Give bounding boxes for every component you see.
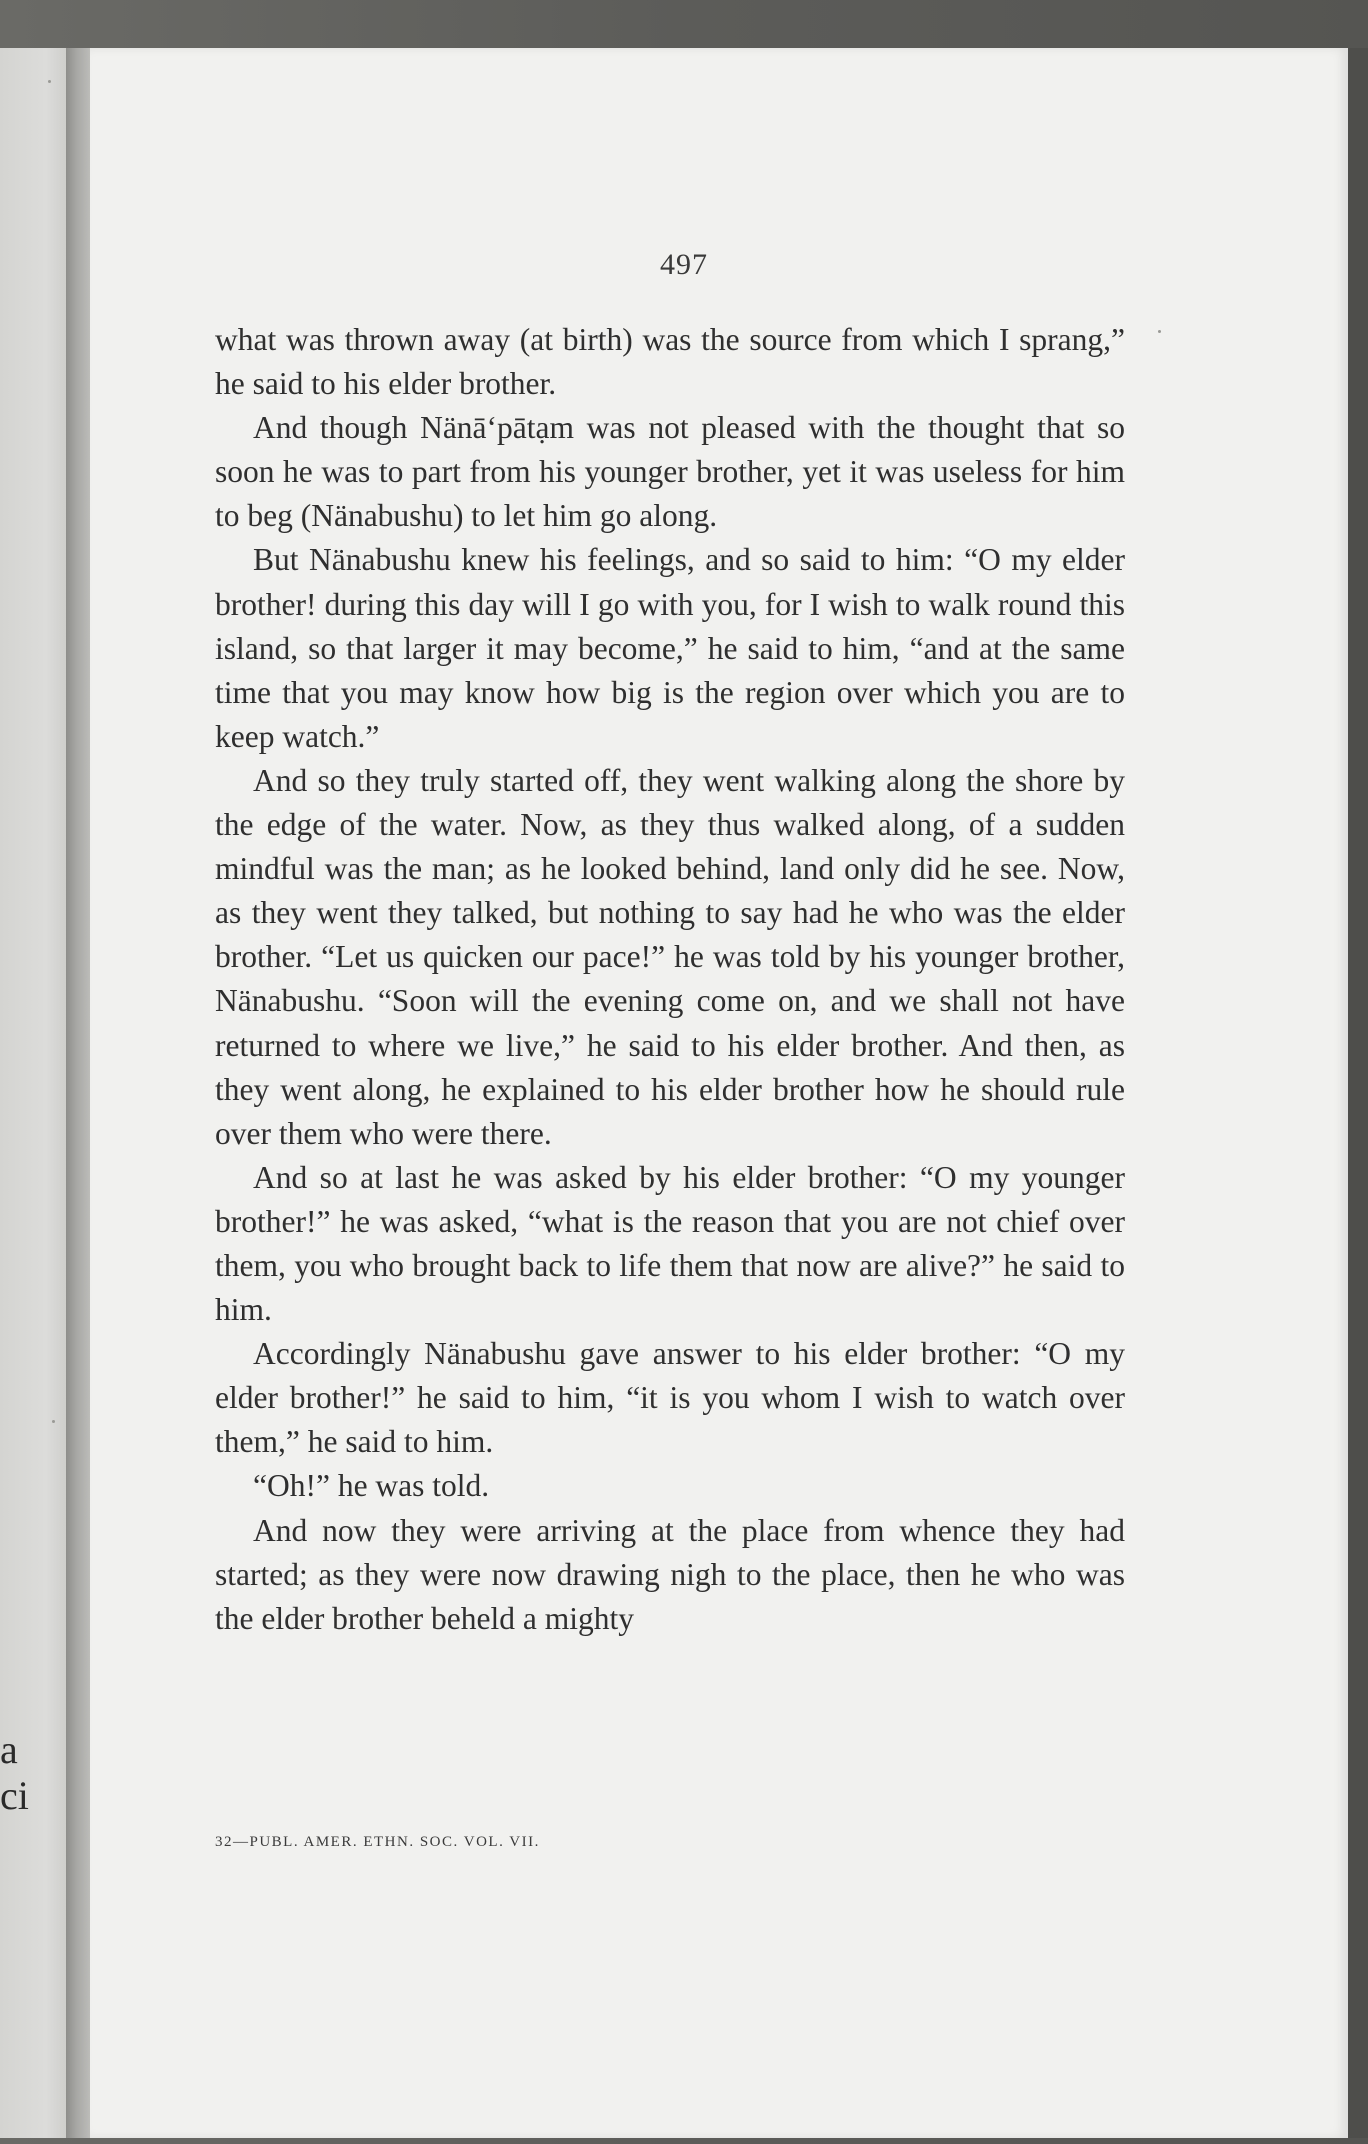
scan-speck: [52, 1420, 55, 1423]
previous-page-fragment: a: [0, 1727, 18, 1772]
body-text: [215, 318, 1125, 1641]
book-spine: [66, 48, 90, 2138]
scan-speck: [48, 80, 51, 83]
scan-speck: [1158, 330, 1161, 333]
page-edge-shadow: [1348, 48, 1368, 2138]
previous-page-fragment: ci: [0, 1773, 29, 1818]
paragraph: And so at last he was asked by his elder brother: “O my younger brother!” he was asked, “what is the reason that you are not chief over them, you who brought back to life them that now are alive?” he said to him.: [215, 1159, 1125, 1328]
paragraph: Accordingly Nänabushu gave answer to his elder brother: “O my elder brother!” he said to him, “it is you whom I wish to watch over them,” he said to him.: [215, 1336, 1125, 1460]
page-number: 497: [660, 248, 708, 281]
paragraph: And now they were arriving at the place from whence they had started; as they were now drawing nigh to the place, then he who was the elder brother beheld a mighty: [215, 1512, 1125, 1636]
previous-page-edge: [0, 48, 66, 2138]
signature-mark: 32—PUBL. AMER. ETHN. SOC. VOL. VII.: [215, 1834, 540, 1850]
paragraph: what was thrown away (at birth) was the source from which I sprang,” he said to his elder brother.: [215, 322, 1125, 402]
paragraph: And so they truly started off, they went walking along the shore by the edge of the water. Now, as they thus walked along, of a sudden mindful was the man; as he looked behind, land only did he see. Now, as they went they talked, but nothing to say had he who was the elder brother. “Let us quicken our pace!” he was told by his younger brother, Nänabushu. “Soon will the evening come on, and we shall not have returned to where we live,” he said to his elder brother. And then, as they went along, he explained to his elder brother how he should rule over them who were there.: [215, 762, 1125, 1151]
paragraph: But Nänabushu knew his feelings, and so said to him: “O my elder brother! during this day will I go with you, for I wish to walk round this island, so that larger it may become,” he said to him, “and at the same time that you may know how big is the region over which you are to keep watch.”: [215, 542, 1125, 754]
paragraph: And though Nänā‘pātạm was not pleased with the thought that so soon he was to part from his younger brother, yet it was useless for him to beg (Nänabushu) to let him go along.: [215, 410, 1125, 534]
paragraph: “Oh!” he was told.: [253, 1468, 490, 1504]
